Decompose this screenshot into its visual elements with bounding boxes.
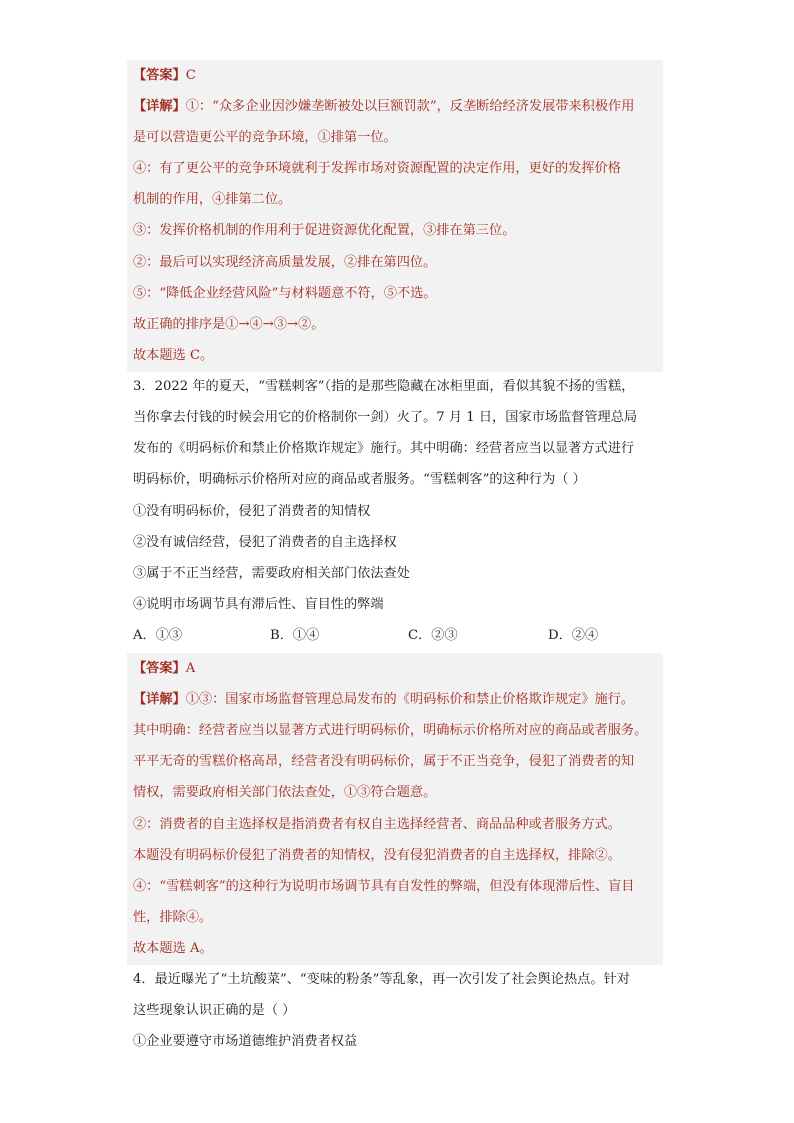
question-3-statement: ①没有明码标价，侵犯了消费者的知情权 xyxy=(133,504,371,519)
detail-line: 故正确的排序是①→④→③→②。 xyxy=(133,317,325,332)
detail-line: 故本题选 C。 xyxy=(133,348,214,363)
option-d: D．②④ xyxy=(548,628,599,643)
detail-line-1: 【详解】①③：国家市场监督管理总局发布的《明码标价和禁止价格欺诈规定》施行。 xyxy=(133,692,635,707)
detail-line: ④：“雪糕刺客”的这种行为说明市场调节具有自发性的弊端，但没有体现滞后性、盲目 xyxy=(133,879,635,894)
detail-line: 情权，需要政府相关部门依法查处，①③符合题意。 xyxy=(133,785,437,800)
question-3-text: 当你拿去付钱的时候会用它的价格制你一剑）火了。7 月 1 日，国家市场监督管理总局 xyxy=(133,410,638,425)
detail-line: ⑤：“降低企业经营风险”与材料题意不符，⑤不选。 xyxy=(133,286,437,301)
option-b: B．①④ xyxy=(270,628,320,643)
question-3-text: 明码标价，明确标示价格所对应的商品或者服务。“雪糕刺客”的这种行为（ ） xyxy=(133,472,586,487)
answer-line-2 xyxy=(133,659,195,679)
detail-line: 本题没有明码标价侵犯了消费者的知情权，没有侵犯消费者的自主选择权，排除②。 xyxy=(133,848,621,863)
question-3-statement: ④说明市场调节具有滞后性、盲目性的弊端 xyxy=(133,597,384,612)
option-a: A．①③ xyxy=(133,628,183,643)
detail-line: ②：消费者的自主选择权是指消费者有权自主选择经营者、商品品种或者服务方式。 xyxy=(133,817,621,832)
detail-line: 机制的作用，④排第二位。 xyxy=(133,192,292,207)
detail-line: ③：发挥价格机制的作用利于促进资源优化配置，③排在第三位。 xyxy=(133,223,516,238)
detail-line: 故本题选 A。 xyxy=(133,941,213,956)
detail-line-1: 【详解】①：“众多企业因沙嫌垄断被处以巨额罚款”，反垄断给经济发展带来积极作用 xyxy=(133,99,635,114)
detail-line: 性，排除④。 xyxy=(133,910,213,925)
answer-tag: 【答案】 xyxy=(133,68,186,83)
question-4-text: 这些现象认识正确的是（ ） xyxy=(133,1003,296,1018)
answer-value: A xyxy=(185,661,196,676)
question-3-statement: ②没有诚信经营，侵犯了消费者的自主选择权 xyxy=(133,535,397,550)
detail-line: ④：有了更公平的竞争环境就利于发挥市场对资源配置的决定作用，更好的发挥价格 xyxy=(133,161,621,176)
answer-line-1 xyxy=(133,66,196,86)
question-3-statement: ③属于不正当经营，需要政府相关部门依法查处 xyxy=(133,566,410,581)
option-c: C．②③ xyxy=(408,628,458,643)
answer-tag: 【答案】 xyxy=(133,661,186,676)
detail-line: ②：最后可以实现经济高质量发展，②排在第四位。 xyxy=(133,255,437,270)
question-4-statement: ①企业要遵守市场道德维护消费者权益 xyxy=(133,1034,358,1049)
question-3-text: 3．2022 年的夏天，“雪糕刺客”（指的是那些隐藏在冰柜里面，看似其貌不扬的雪糕， xyxy=(133,379,635,394)
detail-tag: 【详解】 xyxy=(133,692,186,707)
detail-tag: 【详解】 xyxy=(133,99,186,114)
detail-line: 是可以营造更公平的竞争环境，①排第一位。 xyxy=(133,130,397,145)
answer-value: C xyxy=(185,68,196,83)
detail-line: 其中明确：经营者应当以显著方式进行明码标价，明确标示价格所对应的商品或者服务。 xyxy=(133,723,648,738)
question-4-text: 4．最近曝光了“土坑酸菜”、“变味的粉条”等乱象，再一次引发了社会舆论热点。针对 xyxy=(133,972,630,987)
question-3-text: 发布的《明码标价和禁止价格欺诈规定》施行。其中明确：经营者应当以显著方式进行 xyxy=(133,441,635,456)
detail-line: 平平无奇的雪糕价格高昂，经营者没有明码标价，属于不正当竞争，侵犯了消费者的知 xyxy=(133,754,635,769)
